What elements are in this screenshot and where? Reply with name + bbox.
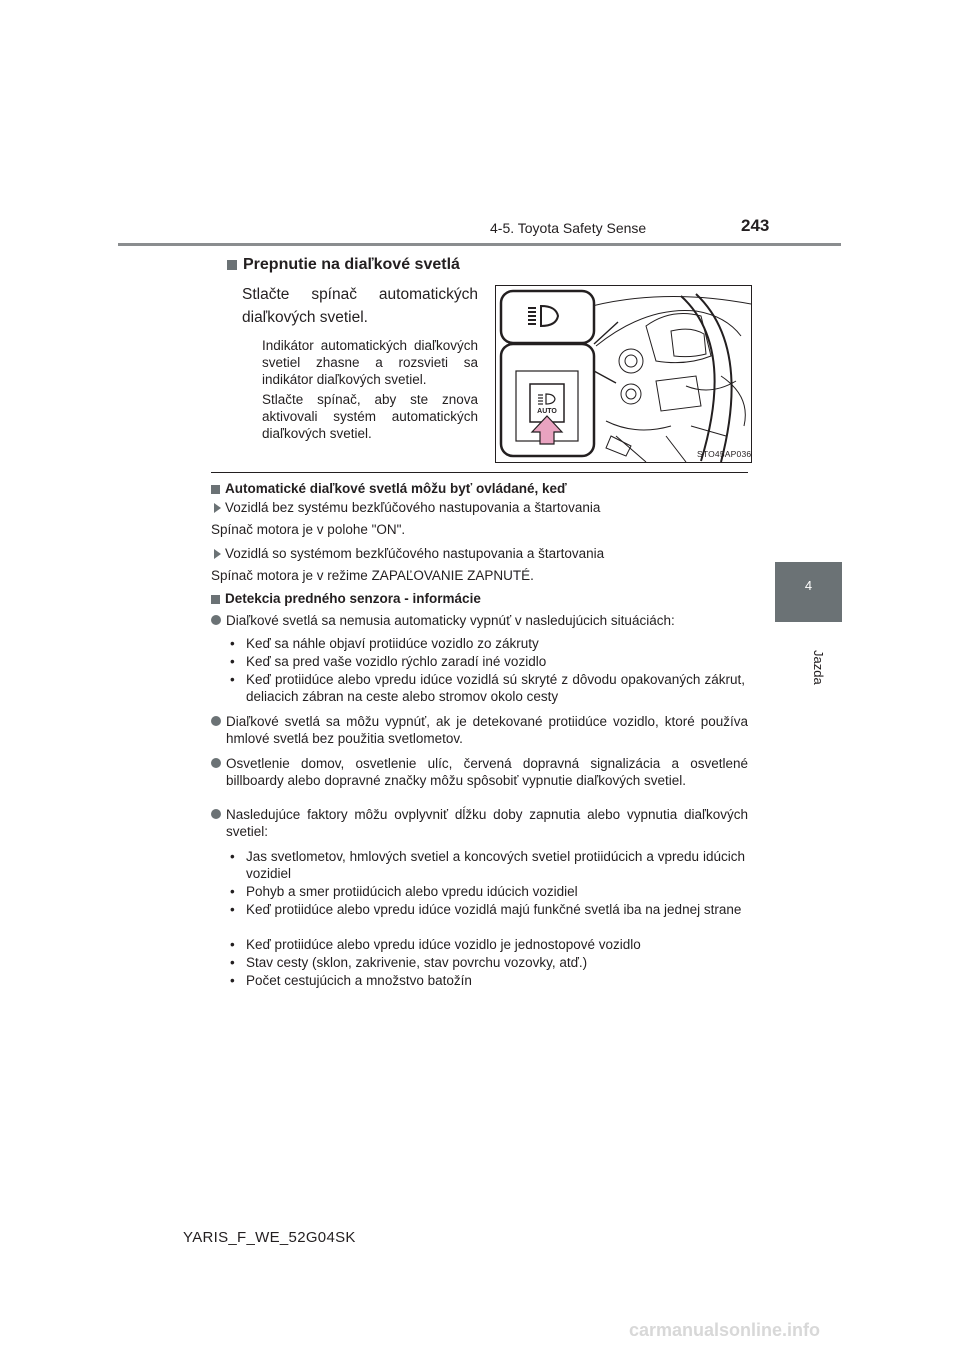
bullet-dot: • — [230, 902, 235, 917]
triangle-bullet-icon — [214, 549, 221, 559]
chapter-tab-label — [808, 650, 838, 710]
info-bullet — [211, 806, 748, 840]
subsection-heading-text: Automatické diaľkové svetlá môžu byť ovládané, keď — [225, 481, 567, 496]
subsection-heading-text: Detekcia predného senzora - informácie — [225, 591, 481, 606]
triangle-bullet-icon — [214, 503, 221, 513]
section-divider — [211, 472, 748, 473]
circle-bullet-icon — [211, 809, 221, 819]
header-section-title: 4-5. Toyota Safety Sense — [490, 220, 647, 236]
section-heading-text: Prepnutie na diaľkové svetlá — [243, 256, 460, 273]
bullet-dot: • — [230, 672, 235, 687]
bullet-dot: • — [230, 654, 235, 669]
sub-item-text: Počet cestujúcich a množstvo batožín — [246, 973, 472, 988]
info-bullet — [211, 713, 748, 747]
instruction-note: Stlačte spínač, aby ste znova aktivovali systém automatických diaľkových svetiel. — [262, 392, 478, 441]
chapter-tab-label-text: Jazda — [811, 650, 826, 685]
info-bullet — [211, 612, 748, 629]
sub-item-text: Keď sa náhle objaví protiidúce vozidlo zo zákruty — [246, 636, 539, 651]
info-bullet-text: Nasledujúce faktory môžu ovplyvniť dĺžku doby zapnutia alebo vypnutia diaľkových svetiel: — [226, 807, 748, 839]
sub-item-text: Keď protiidúce alebo vpredu idúce vozidlá majú funkčné svetlá iba na jednej strane — [246, 902, 742, 917]
subsection-heading — [211, 481, 567, 496]
sub-item — [230, 883, 745, 900]
watermark: carmanualsonline.info — [629, 1320, 821, 1340]
sub-item-text: Keď protiidúce alebo vpredu idúce vozidlá sú skryté z dôvodu opakovaných zákrut, deliacich zábran na ceste alebo stromov okolo cesty — [246, 672, 745, 704]
page-number: 243 — [741, 216, 770, 235]
sub-item-text: Pohyb a smer protiidúcich alebo vpredu idúcich vozidiel — [246, 884, 578, 899]
sub-item-text: Jas svetlometov, hmlových svetiel a koncových svetiel protiidúcich a vpredu idúcich vozidiel — [246, 849, 745, 881]
sub-item-text: Keď sa pred vaše vozidlo rýchlo zaradí iné vozidlo — [246, 654, 547, 669]
info-bullet-text: Osvetlenie domov, osvetlenie ulíc, červená dopravná signalizácia a osvetlené billboardy alebo dopravné značky môžu spôsobiť vypnutie diaľkových svetiel. — [226, 756, 748, 788]
chapter-tab-number: 4 — [804, 578, 813, 593]
circle-bullet-icon — [211, 615, 221, 625]
sub-item — [230, 936, 745, 953]
info-bullet-text: Diaľkové svetlá sa nemusia automaticky vypnúť v nasledujúcich situáciách: — [226, 613, 675, 628]
bullet-dot: • — [230, 884, 235, 899]
sub-item-text: Stav cesty (sklon, zakrivenie, stav povrchu vozovky, atď.) — [246, 955, 588, 970]
subsection-heading — [211, 591, 481, 606]
circle-bullet-icon — [211, 758, 221, 768]
section-heading — [227, 256, 460, 274]
circle-bullet-icon — [211, 716, 221, 726]
bullet-dot: • — [230, 973, 235, 988]
bullet-dot: • — [230, 937, 235, 952]
square-bullet-icon — [227, 260, 237, 270]
square-bullet-icon — [211, 595, 220, 604]
document-code: YARIS_F_WE_52G04SK — [183, 1229, 356, 1246]
condition-title — [214, 500, 600, 515]
condition-title — [214, 546, 604, 561]
dashboard-illustration — [495, 285, 752, 463]
sub-item — [230, 635, 745, 652]
condition-text: Spínač motora je v polohe "ON". — [211, 522, 406, 537]
header-divider — [118, 243, 841, 246]
sub-item — [230, 653, 745, 670]
square-bullet-icon — [211, 485, 220, 494]
sub-item — [230, 901, 745, 918]
sub-item-text: Keď protiidúce alebo vpredu idúce vozidlo je jednostopové vozidlo — [246, 937, 641, 952]
sub-item — [230, 954, 745, 971]
condition-text: Spínač motora je v režime ZAPAĽOVANIE ZAPNUTÉ. — [211, 568, 534, 583]
dashboard-switch-drawing — [496, 286, 751, 462]
bullet-dot: • — [230, 849, 235, 864]
info-bullet — [211, 755, 748, 789]
info-bullet-text: Diaľkové svetlá sa môžu vypnúť, ak je detekované protiidúce vozidlo, ktoré používa hmlové svetlá bez použitia svetlometov. — [226, 714, 748, 746]
auto-switch-label: AUTO — [537, 408, 557, 415]
sub-item — [230, 671, 745, 705]
figure-code: STO45AP036 — [697, 449, 752, 459]
sub-item — [230, 848, 745, 882]
bullet-dot: • — [230, 636, 235, 651]
bullet-dot: • — [230, 955, 235, 970]
sub-item — [230, 972, 745, 989]
condition-title-text: Vozidlá bez systému bezkľúčového nastupovania a štartovania — [225, 500, 601, 515]
condition-title-text: Vozidlá so systémom bezkľúčového nastupovania a štartovania — [225, 546, 605, 561]
instruction-text: Stlačte spínač automatických diaľkových svetiel. — [242, 286, 478, 326]
instruction-note: Indikátor automatických diaľkových svetiel zhasne a rozsvieti sa indikátor diaľkových svetiel. — [262, 338, 478, 387]
